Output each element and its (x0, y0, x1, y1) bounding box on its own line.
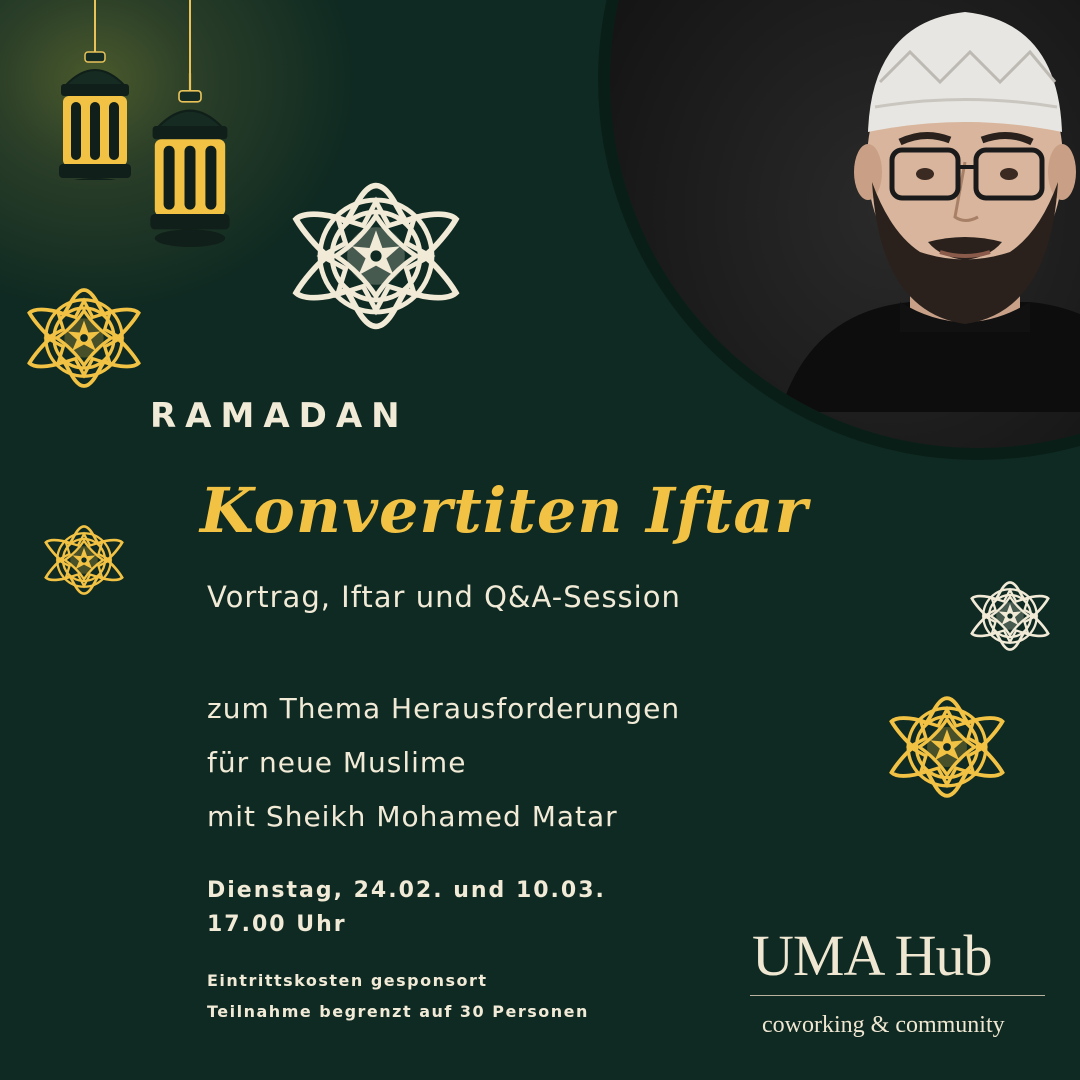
topic-line: für neue Muslime (207, 746, 467, 779)
speaker-photo-frame (598, 0, 1080, 460)
event-title: Konvertiten Iftar (200, 474, 809, 547)
event-dates: Dienstag, 24.02. und 10.03. (207, 878, 606, 903)
logo-divider (750, 995, 1045, 996)
lantern-icon (50, 0, 140, 180)
organizer-logo-name: UMA Hub (752, 923, 992, 988)
geometric-medallion-icon (24, 278, 144, 398)
capacity-note: Teilnahme begrenzt auf 30 Personen (207, 1002, 589, 1021)
geometric-medallion-icon (42, 518, 126, 602)
event-kicker: RAMADAN (150, 396, 409, 436)
organizer-tagline: coworking & community (762, 1012, 1005, 1038)
event-time: 17.00 Uhr (207, 912, 347, 937)
geometric-medallion-icon (886, 686, 1008, 808)
speaker-photo (610, 0, 1080, 448)
lantern-icon (140, 0, 240, 260)
admission-note: Eintrittskosten gesponsort (207, 971, 488, 990)
topic-line: zum Thema Herausforderungen (207, 692, 681, 725)
event-subtitle: Vortrag, Iftar und Q&A-Session (207, 580, 681, 614)
geometric-medallion-icon (288, 168, 464, 344)
speaker-line: mit Sheikh Mohamed Matar (207, 800, 618, 833)
speaker-portrait (610, 0, 1080, 448)
geometric-medallion-icon (968, 574, 1052, 658)
